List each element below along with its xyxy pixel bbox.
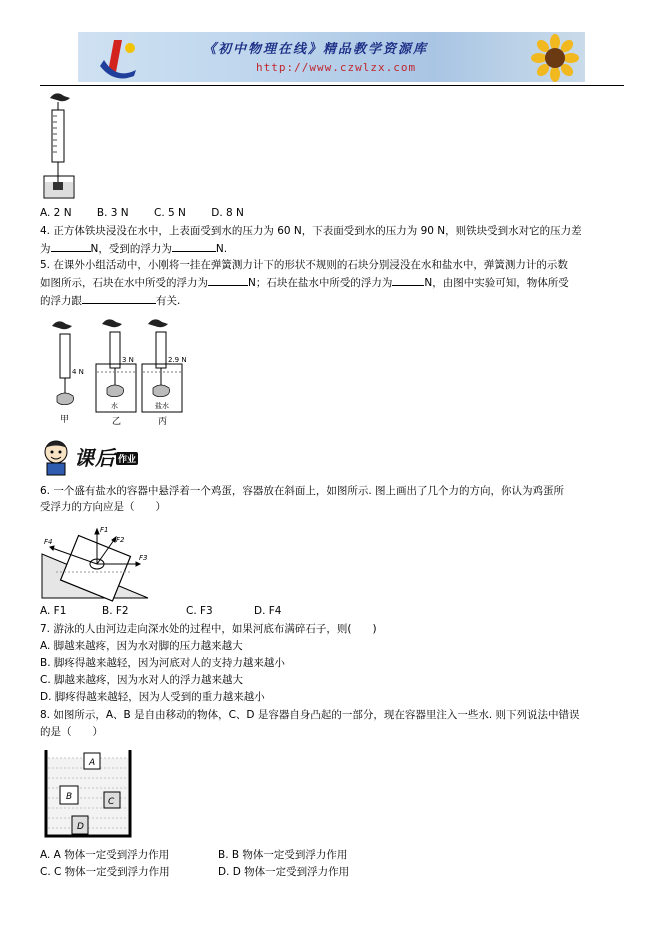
q5-line3 [40,292,180,309]
q6-option-c[interactable]: C. F3 [186,605,213,617]
q8-option-a[interactable]: A. A 物体一定受到浮力作用 [40,849,170,861]
q5-text-a: 如图所示，石块在水中所受的浮力为 [40,277,208,289]
q4-text-b: N，受到的浮力为 [90,243,172,255]
q6-incline-figure [40,520,150,602]
label-f1: F1 [100,526,109,534]
q3-option-a[interactable]: A. 2 N [40,207,72,219]
q5-text-e: 有关. [156,295,181,307]
reading-bing: 2.9 N [168,356,187,364]
q5-text-d: 的浮力跟 [40,295,82,307]
section-label-big: 课后 [74,446,116,470]
q3-option-d[interactable]: D. 8 N [211,207,244,219]
header-banner [78,32,585,82]
q6-line2: 受浮力的方向应是（ ） [40,501,166,513]
q3-options [40,206,266,221]
label-b: B [66,792,73,802]
q4-blank-2[interactable] [172,240,216,252]
q6-line1: 6. 一个盛有盐水的容器中悬浮着一个鸡蛋，容器放在斜面上，如图所示. 图上画出了几个力的方向，你认为鸡蛋所 [40,485,565,497]
site-logo-icon [96,36,146,80]
q5-text-b: N；石块在盐水中所受的浮力为 [248,277,393,289]
q4-line1: 4. 正方体铁块浸没在水中，上表面受到水的压力为 60 N，下表面受到水的压力为 90 N，则铁块受到水对它的压力差 [40,225,582,237]
reading-yi: 3 N [122,356,134,364]
banner-url[interactable]: http://www.czwlzx.com [256,61,417,74]
student-mascot-icon [38,436,74,476]
spring-scale-figure [36,90,82,202]
q4-text-c: N. [215,243,228,255]
q4-line2 [40,240,227,257]
caption-bing: 丙 [158,417,168,427]
q8-option-c[interactable]: C. C 物体一定受到浮力作用 [40,866,170,878]
q6-option-b[interactable]: B. F2 [102,605,129,617]
q5-blank-3[interactable] [82,292,156,304]
liquid-water: 水 [111,402,118,410]
q8-line1: 8. 如图所示，A、B 是自由移动的物体，C、D 是容器自身凸起的一部分，现在容器里注入一些水. 则下列说法中错误 [40,709,580,721]
q7-option-c[interactable]: C. 脚越来越疼，因为水对人的浮力越来越大 [40,674,244,686]
q5-figure [40,316,200,428]
label-f3: F3 [139,554,148,562]
q4-blank-1[interactable] [51,240,91,252]
label-a: A [89,758,96,768]
q5-blank-1[interactable] [208,274,248,286]
q7-option-b[interactable]: B. 脚疼得越来越轻，因为河底对人的支持力越来越小 [40,657,285,669]
q8-option-d[interactable]: D. D 物体一定受到浮力作用 [218,866,350,878]
q5-blank-2[interactable] [392,274,424,286]
q4-text-a: 为 [40,243,51,255]
q8-option-b[interactable]: B. B 物体一定受到浮力作用 [218,849,348,861]
label-f4: F4 [44,538,53,546]
q7-option-d[interactable]: D. 脚疼得越来越轻，因为人受到的重力越来越小 [40,691,265,703]
q5-line2 [40,274,569,291]
q5-text-c: N，由图中实验可知，物体所受 [424,277,569,289]
reading-jia: 4 N [72,368,84,376]
q6-option-a[interactable]: A. F1 [40,605,67,617]
label-d: D [77,822,84,832]
header-rule [40,85,624,86]
banner-title: 《初中物理在线》精品教学资源库 [203,42,429,57]
label-c: C [108,797,115,807]
section-homework-header [38,436,150,476]
q7-stem: 7. 游泳的人由河边走向深水处的过程中，如果河底布满碎石子，则( ) [40,623,377,635]
section-label-small: 作业 [116,452,138,465]
label-f2: F2 [116,536,125,544]
q3-option-c[interactable]: C. 5 N [154,207,186,219]
q3-option-b[interactable]: B. 3 N [96,207,129,219]
q5-line1: 5. 在课外小组活动中，小刚将一挂在弹簧测力计下的形状不规则的石块分别浸没在水和盐水中，弹簧测力计的示数 [40,259,568,271]
liquid-saltwater: 盐水 [155,402,169,410]
caption-jia: 甲 [60,415,70,425]
caption-yi: 乙 [112,417,122,427]
sunflower-icon [526,34,584,82]
q8-container-figure [42,748,136,840]
q8-line2: 的是（ ） [40,726,103,738]
q7-option-a[interactable]: A. 脚越来越疼，因为水对脚的压力越来越大 [40,640,243,652]
q6-option-d[interactable]: D. F4 [254,605,282,617]
